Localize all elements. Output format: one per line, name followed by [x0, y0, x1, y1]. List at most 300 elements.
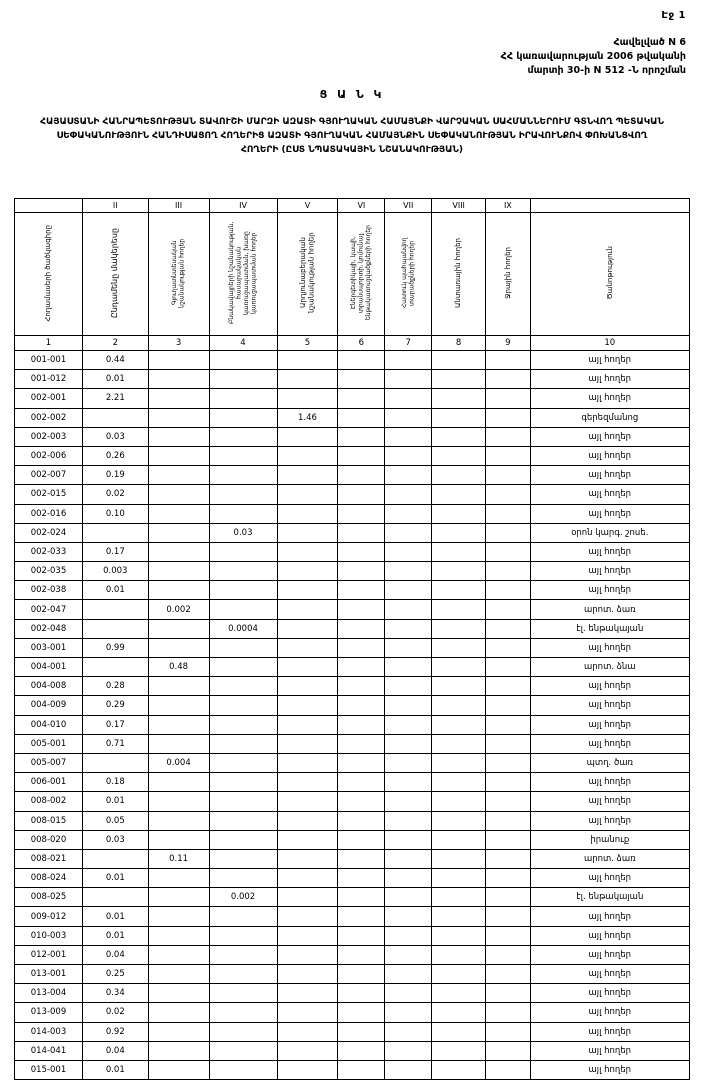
table-row	[15, 1022, 690, 1041]
table-row	[15, 600, 690, 619]
header-code	[15, 213, 83, 336]
roman-col-1	[15, 199, 83, 213]
cell-code: 003-001	[15, 638, 83, 657]
cell-water	[486, 849, 531, 868]
cell-agricultural	[148, 504, 209, 523]
cell-protected-areas	[385, 849, 432, 868]
cell-energy-transport	[338, 1003, 385, 1022]
cell-protected-areas	[385, 600, 432, 619]
cell-forest	[432, 600, 486, 619]
cell-agricultural	[148, 773, 209, 792]
colnum-5: 5	[277, 336, 338, 351]
cell-agricultural	[148, 926, 209, 945]
cell-industrial	[277, 485, 338, 504]
cell-forest	[432, 926, 486, 945]
cell-industrial	[277, 965, 338, 984]
table-row	[15, 965, 690, 984]
cell-protected-areas	[385, 638, 432, 657]
cell-agricultural	[148, 1060, 209, 1079]
cell-forest	[432, 504, 486, 523]
cell-protected-areas	[385, 1022, 432, 1041]
cell-energy-transport	[338, 427, 385, 446]
cell-energy-transport	[338, 619, 385, 638]
cell-note: այլ հողեր	[530, 1003, 689, 1022]
cell-settlement	[209, 753, 277, 772]
cell-water	[486, 984, 531, 1003]
cell-total-area	[82, 523, 148, 542]
cell-water	[486, 773, 531, 792]
header-forest	[432, 213, 486, 336]
cell-energy-transport	[338, 581, 385, 600]
page-number: Էջ 1	[661, 10, 686, 21]
cell-forest	[432, 869, 486, 888]
cell-total-area: 0.01	[82, 869, 148, 888]
cell-total-area: 2.21	[82, 389, 148, 408]
cell-industrial	[277, 734, 338, 753]
cell-water	[486, 504, 531, 523]
cell-energy-transport	[338, 945, 385, 964]
cell-protected-areas	[385, 715, 432, 734]
table-row	[15, 1060, 690, 1079]
cell-water	[486, 600, 531, 619]
cell-total-area: 0.28	[82, 677, 148, 696]
table-row	[15, 811, 690, 830]
roman-col-3: III	[148, 199, 209, 213]
cell-protected-areas	[385, 485, 432, 504]
cell-settlement	[209, 351, 277, 370]
cell-note: այլ հողեր	[530, 466, 689, 485]
cell-settlement	[209, 907, 277, 926]
cell-water	[486, 562, 531, 581]
cell-total-area: 0.02	[82, 485, 148, 504]
cell-forest	[432, 1060, 486, 1079]
cell-forest	[432, 389, 486, 408]
cell-energy-transport	[338, 696, 385, 715]
cell-energy-transport	[338, 638, 385, 657]
cell-settlement	[209, 408, 277, 427]
cell-water	[486, 715, 531, 734]
cell-industrial	[277, 638, 338, 657]
title-block	[0, 88, 704, 157]
table-roman-header-row	[15, 199, 690, 213]
table-row	[15, 1041, 690, 1060]
cell-forest	[432, 945, 486, 964]
cell-water	[486, 523, 531, 542]
cell-agricultural: 0.11	[148, 849, 209, 868]
table-row	[15, 389, 690, 408]
colnum-9: 9	[486, 336, 531, 351]
cell-industrial	[277, 619, 338, 638]
cell-water	[486, 389, 531, 408]
cell-water	[486, 907, 531, 926]
cell-forest	[432, 888, 486, 907]
cell-agricultural	[148, 1041, 209, 1060]
cell-code: 013-009	[15, 1003, 83, 1022]
cell-energy-transport	[338, 408, 385, 427]
cell-agricultural	[148, 1003, 209, 1022]
cell-industrial	[277, 907, 338, 926]
cell-total-area	[82, 658, 148, 677]
cell-protected-areas	[385, 984, 432, 1003]
cell-total-area: 0.19	[82, 466, 148, 485]
cell-forest	[432, 811, 486, 830]
cell-forest	[432, 562, 486, 581]
cell-total-area	[82, 600, 148, 619]
cell-protected-areas	[385, 389, 432, 408]
cell-settlement	[209, 485, 277, 504]
cell-note: այլ հողեր	[530, 1022, 689, 1041]
table-row	[15, 773, 690, 792]
cell-protected-areas	[385, 427, 432, 446]
cell-energy-transport	[338, 1060, 385, 1079]
cell-protected-areas	[385, 753, 432, 772]
cell-total-area: 0.01	[82, 1060, 148, 1079]
cell-code: 008-020	[15, 830, 83, 849]
cell-note: այլ հողեր	[530, 427, 689, 446]
cell-energy-transport	[338, 466, 385, 485]
header-settlement-label: Բնակավայրերի նշանակության, հասարակական կառուցապատման, խառը կառուցապատման հողեր	[228, 221, 258, 325]
table-row	[15, 638, 690, 657]
cell-total-area: 0.05	[82, 811, 148, 830]
cell-code: 005-007	[15, 753, 83, 772]
cell-protected-areas	[385, 830, 432, 849]
cell-protected-areas	[385, 504, 432, 523]
cell-agricultural	[148, 984, 209, 1003]
cell-forest	[432, 715, 486, 734]
header-water	[486, 213, 531, 336]
cell-settlement	[209, 504, 277, 523]
header-total-area-label: Ընդամենը մակերեսը	[110, 227, 120, 319]
cell-industrial	[277, 523, 338, 542]
cell-settlement	[209, 389, 277, 408]
table-row	[15, 504, 690, 523]
table-row	[15, 696, 690, 715]
table-row	[15, 753, 690, 772]
table-column-number-row	[15, 336, 690, 351]
cell-code: 006-001	[15, 773, 83, 792]
cell-water	[486, 581, 531, 600]
cell-agricultural	[148, 542, 209, 561]
cell-protected-areas	[385, 792, 432, 811]
cell-settlement	[209, 658, 277, 677]
colnum-1: 1	[15, 336, 83, 351]
cell-settlement	[209, 830, 277, 849]
cell-energy-transport	[338, 485, 385, 504]
cell-code: 004-008	[15, 677, 83, 696]
table-row	[15, 869, 690, 888]
cell-agricultural	[148, 370, 209, 389]
cell-code: 002-047	[15, 600, 83, 619]
cell-total-area	[82, 849, 148, 868]
cell-energy-transport	[338, 792, 385, 811]
cell-settlement	[209, 773, 277, 792]
cell-water	[486, 638, 531, 657]
cell-energy-transport	[338, 658, 385, 677]
cell-agricultural	[148, 888, 209, 907]
cell-forest	[432, 1041, 486, 1060]
cell-forest	[432, 696, 486, 715]
cell-settlement	[209, 792, 277, 811]
cell-note: այլ հողեր	[530, 984, 689, 1003]
cell-agricultural	[148, 466, 209, 485]
cell-industrial	[277, 562, 338, 581]
cell-water	[486, 446, 531, 465]
header-total-area	[82, 213, 148, 336]
cell-settlement	[209, 427, 277, 446]
cell-code: 002-035	[15, 562, 83, 581]
cell-water	[486, 811, 531, 830]
cell-agricultural	[148, 677, 209, 696]
cell-agricultural	[148, 446, 209, 465]
table-row	[15, 849, 690, 868]
table-row	[15, 734, 690, 753]
header-agricultural-label: Գյուղատնտեսական նշանակության հողեր	[171, 238, 186, 308]
cell-protected-areas	[385, 869, 432, 888]
cell-energy-transport	[338, 389, 385, 408]
table-row	[15, 351, 690, 370]
cell-water	[486, 370, 531, 389]
cell-code: 015-001	[15, 1060, 83, 1079]
cell-industrial	[277, 677, 338, 696]
cell-note: այլ հողեր	[530, 485, 689, 504]
cell-code: 014-041	[15, 1041, 83, 1060]
header-note	[530, 213, 689, 336]
colnum-2: 2	[82, 336, 148, 351]
cell-forest	[432, 830, 486, 849]
table-body	[15, 351, 690, 1080]
cell-energy-transport	[338, 523, 385, 542]
cell-water	[486, 734, 531, 753]
cell-settlement	[209, 581, 277, 600]
cell-protected-areas	[385, 658, 432, 677]
table-row	[15, 485, 690, 504]
cell-settlement	[209, 696, 277, 715]
cell-agricultural	[148, 389, 209, 408]
cell-agricultural	[148, 351, 209, 370]
cell-water	[486, 1022, 531, 1041]
cell-forest	[432, 965, 486, 984]
cell-protected-areas	[385, 408, 432, 427]
page-subtitle: ՀԱՅԱՍՏԱՆԻ ՀԱՆՐԱՊԵՏՈՒԹՅԱՆ ՏԱՎՈՒՇԻ ՄԱՐԶԻ ԱԶԱՏԻ ԳՅՈՒՂԱԿԱՆ ՀԱՄԱՅՆՔԻ ՎԱՐՉԱԿԱՆ ՍԱՀՄԱՆՆԵՐՈՒՄ ԳՏՆՎՈՂ ՊԵՏԱԿԱՆ ՍԵՓԱԿԱՆՈՒԹՅՈՒՆ ՀԱՆԴԻՍԱՑՈՂ ՀՈՂԵՐԻՑ ԱԶԱՏԻ ԳՅՈՒՂԱԿԱՆ ՀԱՄԱՅՆՔԻՆ ՍԵՓԱԿԱՆՈՒԹՅԱՆ ԻՐԱՎՈՒՆՔՈՎ ՓՈԽԱՆՑՎՈՂ ՀՈՂԵՐԻ (ԸՍՏ ՆՊԱՏԱԿԱՅԻՆ ՆՇԱՆԱԿՈՒԹՅԱՆ)	[40, 117, 664, 155]
cell-industrial	[277, 1022, 338, 1041]
cell-note: այլ հողեր	[530, 370, 689, 389]
cell-code: 002-016	[15, 504, 83, 523]
colnum-4: 4	[209, 336, 277, 351]
cell-forest	[432, 638, 486, 657]
cell-total-area: 0.10	[82, 504, 148, 523]
header-industrial	[277, 213, 338, 336]
cell-settlement	[209, 811, 277, 830]
cell-water	[486, 619, 531, 638]
cell-energy-transport	[338, 562, 385, 581]
table-row	[15, 542, 690, 561]
cell-industrial	[277, 753, 338, 772]
colnum-8: 8	[432, 336, 486, 351]
cell-industrial	[277, 830, 338, 849]
cell-energy-transport	[338, 888, 385, 907]
cell-protected-areas	[385, 562, 432, 581]
cell-code: 008-015	[15, 811, 83, 830]
cell-industrial	[277, 504, 338, 523]
cell-settlement	[209, 1022, 277, 1041]
cell-code: 004-009	[15, 696, 83, 715]
cell-forest	[432, 581, 486, 600]
cell-protected-areas	[385, 965, 432, 984]
cell-agricultural	[148, 523, 209, 542]
cell-protected-areas	[385, 677, 432, 696]
cell-energy-transport	[338, 715, 385, 734]
cell-total-area: 0.02	[82, 1003, 148, 1022]
cell-agricultural	[148, 830, 209, 849]
cell-water	[486, 1003, 531, 1022]
cell-industrial	[277, 1041, 338, 1060]
header-note-label: Ծանոթություն	[605, 246, 614, 300]
cell-industrial	[277, 945, 338, 964]
cell-industrial	[277, 869, 338, 888]
cell-code: 004-010	[15, 715, 83, 734]
cell-protected-areas	[385, 619, 432, 638]
cell-forest	[432, 1022, 486, 1041]
roman-col-8: VIII	[432, 199, 486, 213]
cell-water	[486, 658, 531, 677]
cell-note: այլ հողեր	[530, 581, 689, 600]
cell-agricultural	[148, 408, 209, 427]
cell-settlement	[209, 466, 277, 485]
cell-industrial	[277, 427, 338, 446]
cell-code: 002-003	[15, 427, 83, 446]
cell-forest	[432, 427, 486, 446]
cell-agricultural	[148, 638, 209, 657]
cell-industrial	[277, 581, 338, 600]
cell-energy-transport	[338, 734, 385, 753]
cell-note: էլ. ենթակայան	[530, 888, 689, 907]
cell-industrial	[277, 600, 338, 619]
cell-forest	[432, 370, 486, 389]
cell-energy-transport	[338, 351, 385, 370]
cell-agricultural	[148, 581, 209, 600]
header-protected-areas	[385, 213, 432, 336]
cell-forest	[432, 466, 486, 485]
cell-note: այլ հողեր	[530, 773, 689, 792]
header-forest-label: Անտառային հողեր	[454, 238, 463, 308]
header-industrial-label: Արդյունաբերական նշանակության հողեր	[298, 232, 316, 314]
cell-code: 001-001	[15, 351, 83, 370]
cell-total-area: 0.34	[82, 984, 148, 1003]
cell-water	[486, 542, 531, 561]
cell-water	[486, 408, 531, 427]
cell-water	[486, 677, 531, 696]
cell-energy-transport	[338, 753, 385, 772]
cell-note: այլ հողեր	[530, 1060, 689, 1079]
cell-industrial	[277, 389, 338, 408]
cell-settlement	[209, 734, 277, 753]
table-row	[15, 619, 690, 638]
cell-water	[486, 869, 531, 888]
cell-note: այլ հողեր	[530, 351, 689, 370]
table-row	[15, 1003, 690, 1022]
cell-protected-areas	[385, 370, 432, 389]
cell-total-area: 0.01	[82, 792, 148, 811]
cell-code: 008-002	[15, 792, 83, 811]
cell-protected-areas	[385, 888, 432, 907]
cell-code: 008-024	[15, 869, 83, 888]
cell-water	[486, 792, 531, 811]
cell-settlement	[209, 1060, 277, 1079]
cell-settlement	[209, 1041, 277, 1060]
roman-col-10	[530, 199, 689, 213]
cell-note: այլ հողեր	[530, 542, 689, 561]
table-row	[15, 926, 690, 945]
cell-note: այլ հողեր	[530, 504, 689, 523]
cell-note: այլ հողեր	[530, 446, 689, 465]
cell-protected-areas	[385, 1003, 432, 1022]
cell-total-area: 0.92	[82, 1022, 148, 1041]
cell-settlement	[209, 542, 277, 561]
cell-note: էլ. ենթակայան	[530, 619, 689, 638]
cell-code: 010-003	[15, 926, 83, 945]
roman-col-2: II	[82, 199, 148, 213]
cell-energy-transport	[338, 677, 385, 696]
cell-settlement	[209, 926, 277, 945]
cell-note: իրանուք	[530, 830, 689, 849]
cell-code: 002-024	[15, 523, 83, 542]
cell-water	[486, 965, 531, 984]
table-row	[15, 677, 690, 696]
cell-settlement	[209, 446, 277, 465]
cell-water	[486, 1041, 531, 1060]
cell-forest	[432, 792, 486, 811]
cell-total-area: 0.01	[82, 581, 148, 600]
header-code-label: Հողամասերի ծածկագիրը	[44, 224, 53, 322]
cell-protected-areas	[385, 696, 432, 715]
cell-protected-areas	[385, 542, 432, 561]
cell-code: 004-001	[15, 658, 83, 677]
cell-code: 002-002	[15, 408, 83, 427]
cell-energy-transport	[338, 869, 385, 888]
roman-col-5: V	[277, 199, 338, 213]
cell-agricultural	[148, 965, 209, 984]
cell-code: 014-003	[15, 1022, 83, 1041]
roman-col-9: IX	[486, 199, 531, 213]
cell-forest	[432, 907, 486, 926]
cell-total-area: 0.04	[82, 945, 148, 964]
cell-total-area: 0.26	[82, 446, 148, 465]
cell-note: այլ հողեր	[530, 1041, 689, 1060]
table-row	[15, 523, 690, 542]
cell-energy-transport	[338, 907, 385, 926]
cell-code: 002-007	[15, 466, 83, 485]
cell-settlement	[209, 677, 277, 696]
cell-total-area: 0.29	[82, 696, 148, 715]
cell-total-area: 0.25	[82, 965, 148, 984]
cell-total-area: 0.01	[82, 370, 148, 389]
cell-energy-transport	[338, 965, 385, 984]
cell-industrial	[277, 984, 338, 1003]
cell-industrial	[277, 926, 338, 945]
cell-total-area: 0.99	[82, 638, 148, 657]
table-header-row	[15, 213, 690, 336]
cell-code: 008-025	[15, 888, 83, 907]
cell-note: այլ հողեր	[530, 677, 689, 696]
cell-total-area: 0.71	[82, 734, 148, 753]
cell-water	[486, 696, 531, 715]
cell-agricultural	[148, 562, 209, 581]
cell-forest	[432, 677, 486, 696]
cell-agricultural	[148, 619, 209, 638]
doc-ref-line-3: մարտի 30-ի N 512 -Ն որոշման	[527, 65, 686, 76]
cell-total-area: 0.17	[82, 542, 148, 561]
cell-industrial	[277, 849, 338, 868]
